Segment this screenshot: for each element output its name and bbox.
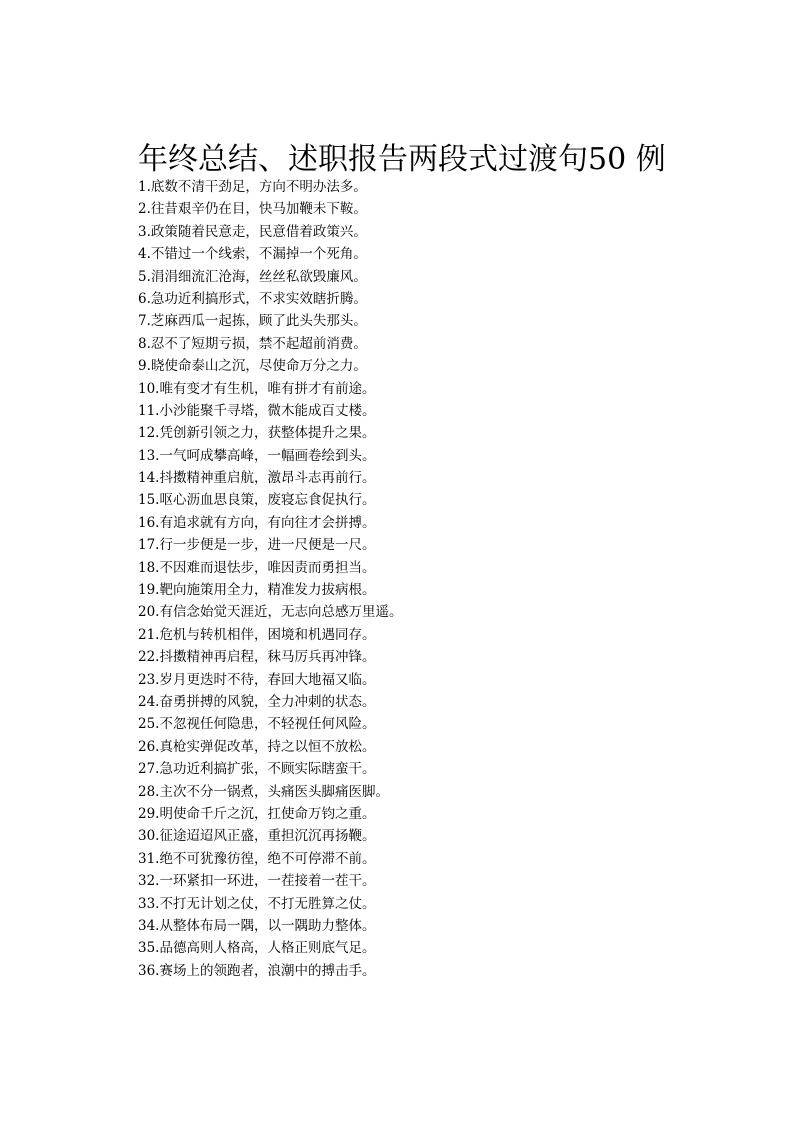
list-item: 16.有追求就有方向，有向往才会拼搏。 <box>138 514 376 531</box>
list-item: 31.绝不可犹豫彷徨，绝不可停滞不前。 <box>138 850 376 867</box>
document-title: 年终总结、述职报告两段式过渡句50 例 <box>138 142 666 177</box>
list-item: 15.呕心沥血思良策，废寝忘食促执行。 <box>138 492 376 509</box>
list-item: 22.抖擞精神再启程，秣马厉兵再冲锋。 <box>138 649 376 666</box>
transition-sentence-list <box>138 176 738 982</box>
list-item: 27.急功近利搞扩张，不顾实际瞎蛮干。 <box>138 761 376 778</box>
list-item: 9.晓使命泰山之沉，尽使命万分之力。 <box>138 358 367 375</box>
list-item: 5.涓涓细流汇沧海，丝丝私欲毁廉风。 <box>138 268 367 285</box>
list-item: 1.底数不清干劲足，方向不明办法多。 <box>138 179 367 195</box>
list-item: 30.征途迢迢风正盛，重担沉沉再扬鞭。 <box>138 828 376 845</box>
list-item: 28.主次不分一锅煮，头痛医头脚痛医脚。 <box>138 783 389 800</box>
list-item: 11.小沙能聚千寻塔，微木能成百丈楼。 <box>138 402 376 419</box>
list-item: 25.不忽视任何隐患，不轻视任何风险。 <box>138 716 376 733</box>
list-item: 21.危机与转机相伴，困境和机遇同存。 <box>138 626 376 643</box>
list-item: 17.行一步便是一步，进一尺便是一尺。 <box>138 537 376 554</box>
list-item: 33.不打无计划之仗，不打无胜算之仗。 <box>138 895 376 912</box>
list-item: 26.真枪实弹促改革，持之以恒不放松。 <box>138 738 376 755</box>
list-item: 18.不因难而退怯步，唯因责而勇担当。 <box>138 559 376 576</box>
list-item: 2.往昔艰辛仍在目，快马加鞭未下鞍。 <box>138 201 367 218</box>
list-item: 34.从整体布局一隅，以一隅助力整体。 <box>138 917 376 934</box>
list-item: 13.一气呵成攀高峰，一幅画卷绘到头。 <box>138 447 376 464</box>
list-item: 29.明使命千斤之沉，扛使命万钧之重。 <box>138 805 376 822</box>
list-item: 20.有信念始觉天涯近，无志向总感万里遥。 <box>138 604 403 621</box>
list-item: 7.芝麻西瓜一起拣，顾了此头失那头。 <box>138 313 367 330</box>
list-item: 3.政策随着民意走，民意借着政策兴。 <box>138 223 367 240</box>
list-item: 19.靶向施策用全力，精准发力拔病根。 <box>138 582 376 599</box>
list-item: 32.一环紧扣一环进，一茬接着一茬干。 <box>138 873 376 890</box>
list-item: 36.赛场上的领跑者，浪潮中的搏击手。 <box>138 962 376 979</box>
list-item: 23.岁月更迭时不待，春回大地福又临。 <box>138 671 376 688</box>
list-item: 12.凭创新引领之力，获整体提升之果。 <box>138 425 376 442</box>
list-item: 24.奋勇拼搏的风貌，全力冲刺的状态。 <box>138 693 376 710</box>
list-item: 4.不错过一个线索，不漏掉一个死角。 <box>138 246 367 263</box>
list-item: 6.急功近利搞形式，不求实效瞎折腾。 <box>138 290 367 307</box>
list-item: 14.抖擞精神重启航，激昂斗志再前行。 <box>138 470 376 487</box>
list-item: 10.唯有变才有生机，唯有拼才有前途。 <box>138 380 376 397</box>
list-item: 35.品德高则人格高，人格正则底气足。 <box>138 940 376 957</box>
list-item: 8.忍不了短期亏损，禁不起超前消费。 <box>138 335 367 352</box>
